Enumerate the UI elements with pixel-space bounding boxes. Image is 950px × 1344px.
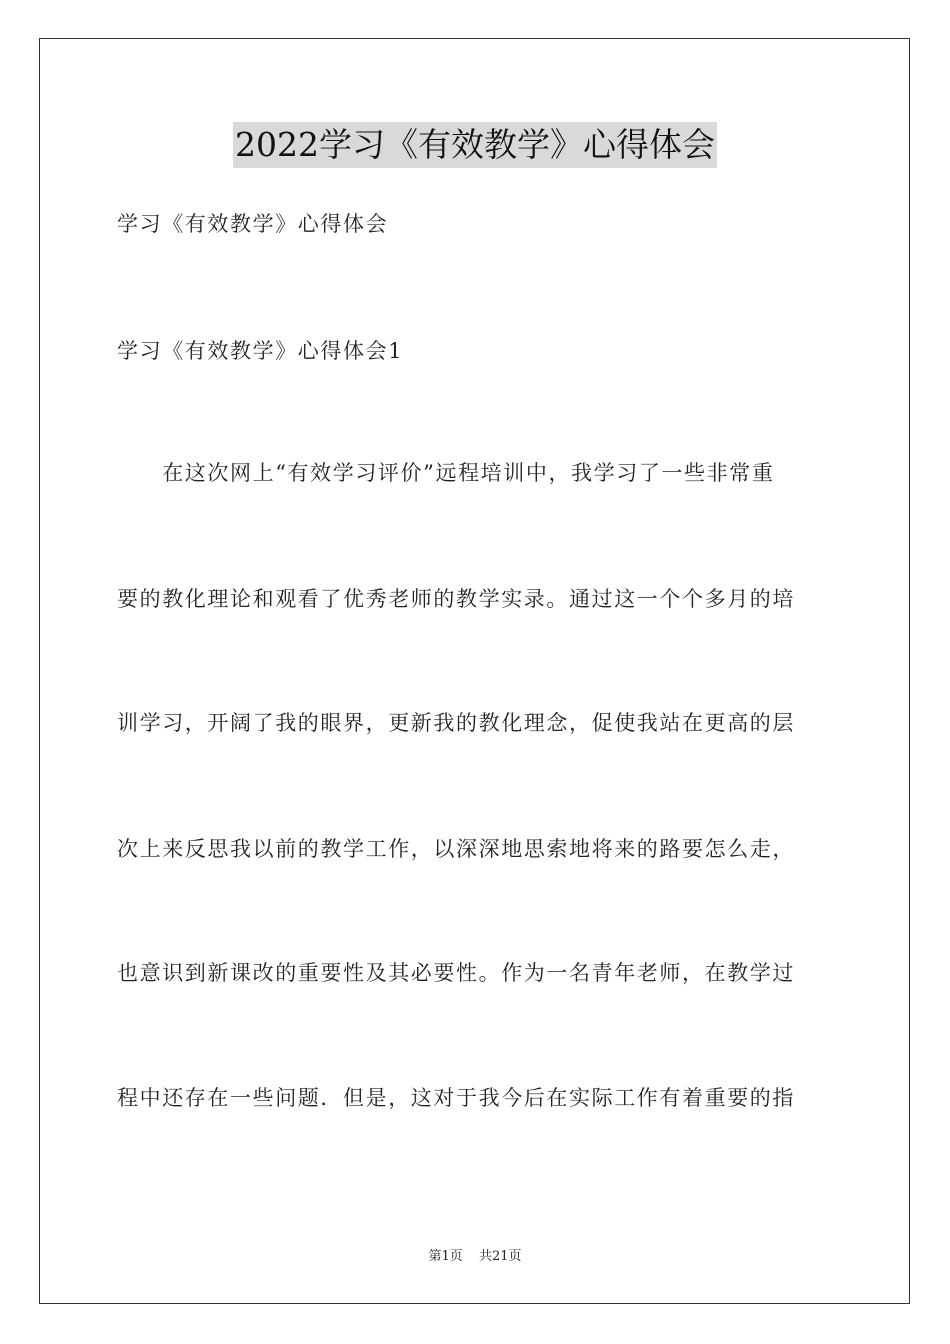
document-title bbox=[0, 122, 950, 168]
paragraph-line: 次上来反思我以前的教学工作，以深深地思索地将来的路要怎么走， bbox=[117, 837, 795, 861]
page-number: 第1页 bbox=[428, 1249, 463, 1264]
subtitle: 学习《有效教学》心得体会 bbox=[117, 212, 389, 236]
section-heading: 学习《有效教学》心得体会1 bbox=[117, 339, 404, 363]
paragraph-line: 程中还存在一些问题．但是，这对于我今后在实际工作有着重要的指 bbox=[117, 1086, 795, 1110]
page-total: 共21页 bbox=[478, 1249, 522, 1264]
page-footer bbox=[0, 1248, 950, 1266]
paragraph-line: 在这次网上“有效学习评价”远程培训中，我学习了一些非常重 bbox=[117, 461, 775, 485]
paragraph-line: 要的教化理论和观看了优秀老师的教学实录。通过这一个个多月的培 bbox=[117, 587, 795, 611]
paragraph-line: 也意识到新课改的重要性及其必要性。作为一名青年老师，在教学过 bbox=[117, 961, 795, 985]
paragraph-line: 训学习，开阔了我的眼界，更新我的教化理念，促使我站在更高的层 bbox=[117, 711, 795, 735]
document-title-text: 2022学习《有效教学》心得体会 bbox=[233, 122, 717, 168]
